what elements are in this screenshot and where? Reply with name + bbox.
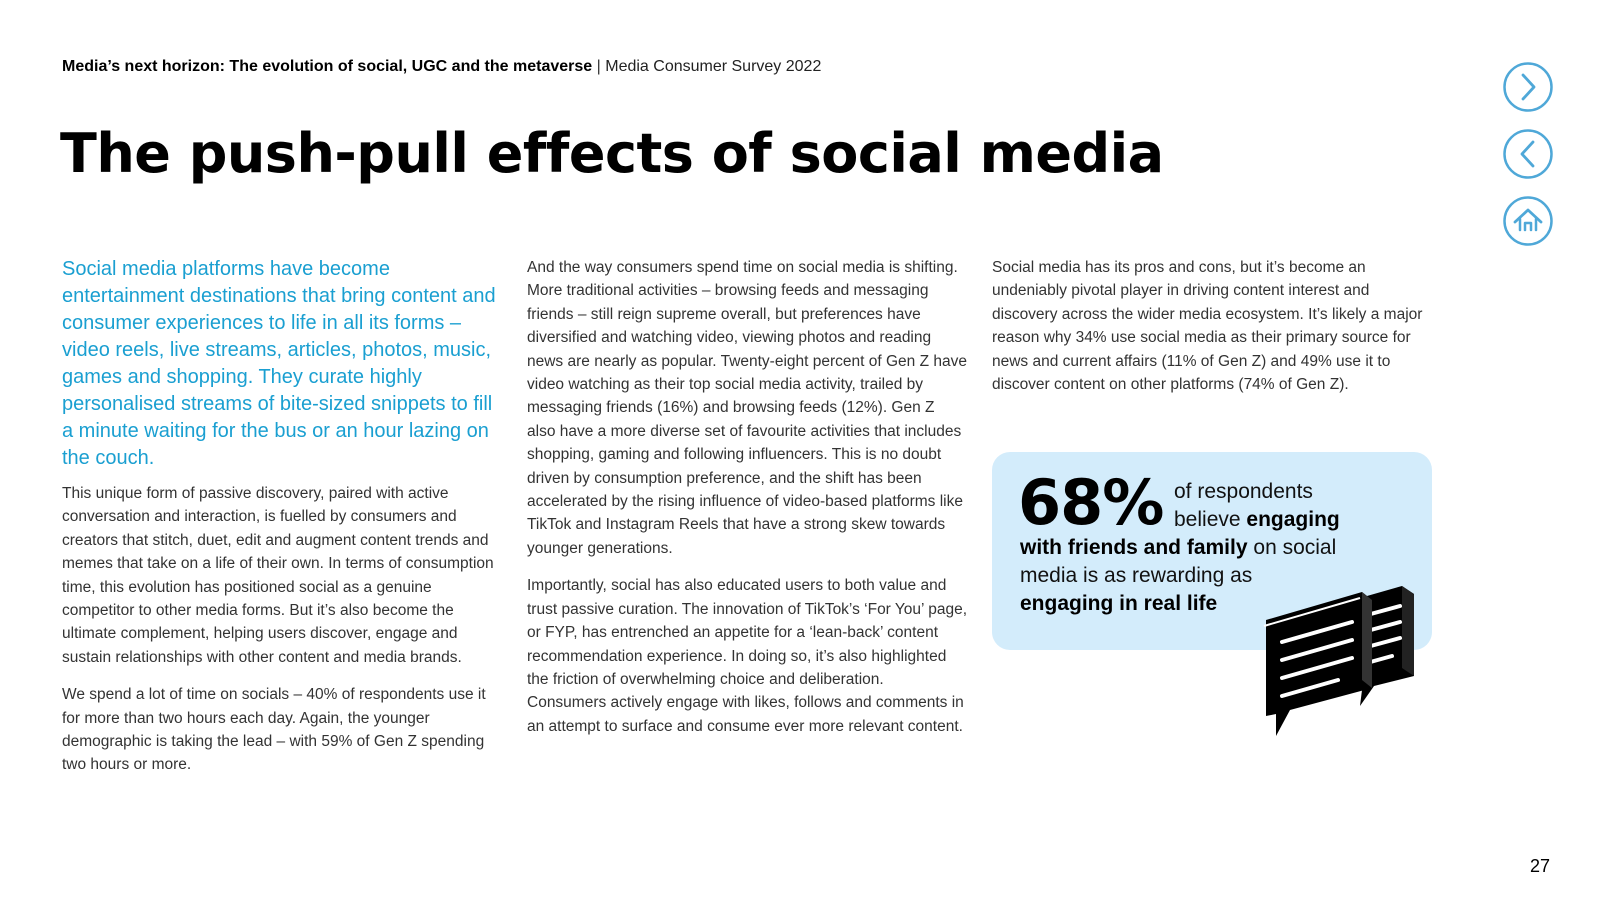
chevron-right-icon (1502, 61, 1554, 113)
page-number: 27 (1530, 856, 1551, 876)
report-title: Media’s next horizon: The evolution of social, UGC and the metaverse (62, 58, 593, 75)
stat-percentage: 68% (1018, 466, 1164, 539)
header-separator: | (596, 58, 601, 75)
column-left (62, 256, 502, 791)
chat-bubbles-icon (1262, 578, 1422, 738)
survey-name: Media Consumer Survey 2022 (605, 58, 822, 75)
column-middle (527, 256, 967, 752)
stat-text-plain: on social media is as rewarding as (1020, 536, 1337, 587)
page-title: The push-pull effects of social media (60, 122, 1164, 185)
stat-text-bold: with friends and family (1020, 536, 1248, 559)
stat-text-line (1174, 506, 1340, 534)
body-paragraph: And the way consumers spend time on social media is shifting. More traditional activities – browsing feeds and messaging friends – still reign supreme overall, but preferences have diversified and watching video, viewing photos and reading news are nearly as popular. Twenty-eight percent of Gen Z have video watching as their top social media activity, trailed by messaging friends (16%) and browsing feeds (12%). Gen Z also have a more diverse set of favourite activities that includes shopping, gaming and following influencers. This is no doubt driven by consumption preference, and the shift has been accelerated by the rising influence of video-based platforms like TikTok and Instagram Reels that have a strong skew towards younger generations. (527, 259, 967, 557)
report-header (62, 58, 821, 76)
stat-text-plain: believe (1174, 508, 1241, 531)
body-paragraph: We spend a lot of time on socials – 40% of respondents use it for more than two hours each day. Again, the younger demographic is taking the lead – with 59% of Gen Z spending two hours or more. (62, 686, 486, 774)
column-right (992, 256, 1437, 410)
body-paragraph: Importantly, social has also educated users to both value and trust passive curation. The innovation of TikTok’s ‘For You’ page, or FYP, has entrenched an appetite for a ‘lean-back’ content recommendation experience. In doing so, it’s also highlighted the friction of overwhelming choice and deliberation. Consumers actively engage with likes, follows and comments in an attempt to surface and consume ever more relevant content. (527, 577, 967, 735)
previous-page-button[interactable] (1502, 128, 1554, 180)
body-paragraph: Social media has its pros and cons, but it’s become an undeniably pivotal player in driving content interest and discovery across the wider media ecosystem. It’s likely a major reason why 34% use social media as their primary source for news and current affairs (11% of Gen Z) and 49% use it to discover content on other platforms (74% of Gen Z). (992, 259, 1423, 394)
stat-text-bold: engaging in real life (1020, 592, 1218, 615)
chevron-left-icon (1502, 128, 1554, 180)
stat-text-line: of respondents (1174, 480, 1313, 503)
home-icon (1502, 195, 1554, 247)
next-page-button[interactable] (1502, 61, 1554, 113)
body-paragraph: This unique form of passive discovery, paired with active conversation and interaction, is fuelled by consumers and creators that stitch, duet, edit and augment content trends and memes that take on a life of their own. In terms of consumption time, this evolution has positioned social as a genuine competitor to other media forms. But it’s also become the ultimate complement, helping users discover, engage and sustain relationships with other content and media brands. (62, 485, 494, 666)
home-button[interactable] (1502, 195, 1554, 247)
stat-text-bold: engaging (1246, 508, 1340, 531)
lead-paragraph: Social media platforms have become entertainment destinations that bring content and consumer experiences to life in all its forms – video reels, live streams, articles, photos, music, games and shopping. They curate highly personalised streams of bite-sized snippets to fill a minute waiting for the bus or an hour lazing on the couch. (62, 258, 496, 469)
